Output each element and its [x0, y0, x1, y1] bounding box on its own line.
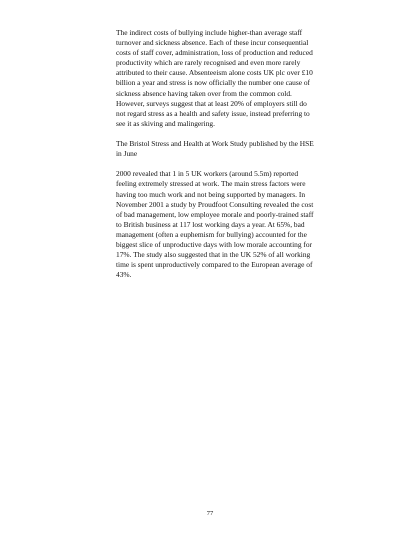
body-text [116, 28, 316, 290]
paragraph-indirect-costs: The indirect costs of bullying include higher-than average staff turnover and sickness absence. Each of these incur consequential costs of staff cover, administration, loss of production and reduced productivity which are rarely recognised and even more rarely attributed to their cause. Absenteeism alone costs UK plc over £10 billion a year and stress is now officially the number one cause of sickness absence having taken over from the common cold. However, surveys suggest that at least 20% of employers still do not regard stress as a health and safety issue, instead preferring to see it as skiving and malingering. [116, 28, 313, 128]
paragraph-bristol-study-results: 2000 revealed that 1 in 5 UK workers (around 5.5m) reported feeling extremely stressed at work. The main stress factors were having too much work and not being supported by managers. In November 2001 a study by Proudfoot Consulting revealed the cost of bad management, low employee morale and poorly-trained staff to British business at 117 lost working days a year. At 65%, bad management (often a euphemism for bullying) accounted for the biggest slice of unproductive days with low morale accounting for 17%. The study also suggested that in the UK 52% of all working time is spent unproductively compared to the European average of 43%. [116, 169, 314, 280]
page-number: 77 [206, 510, 214, 517]
paragraph-bristol-study-intro: The Bristol Stress and Health at Work Study published by the HSE in June [116, 139, 314, 159]
